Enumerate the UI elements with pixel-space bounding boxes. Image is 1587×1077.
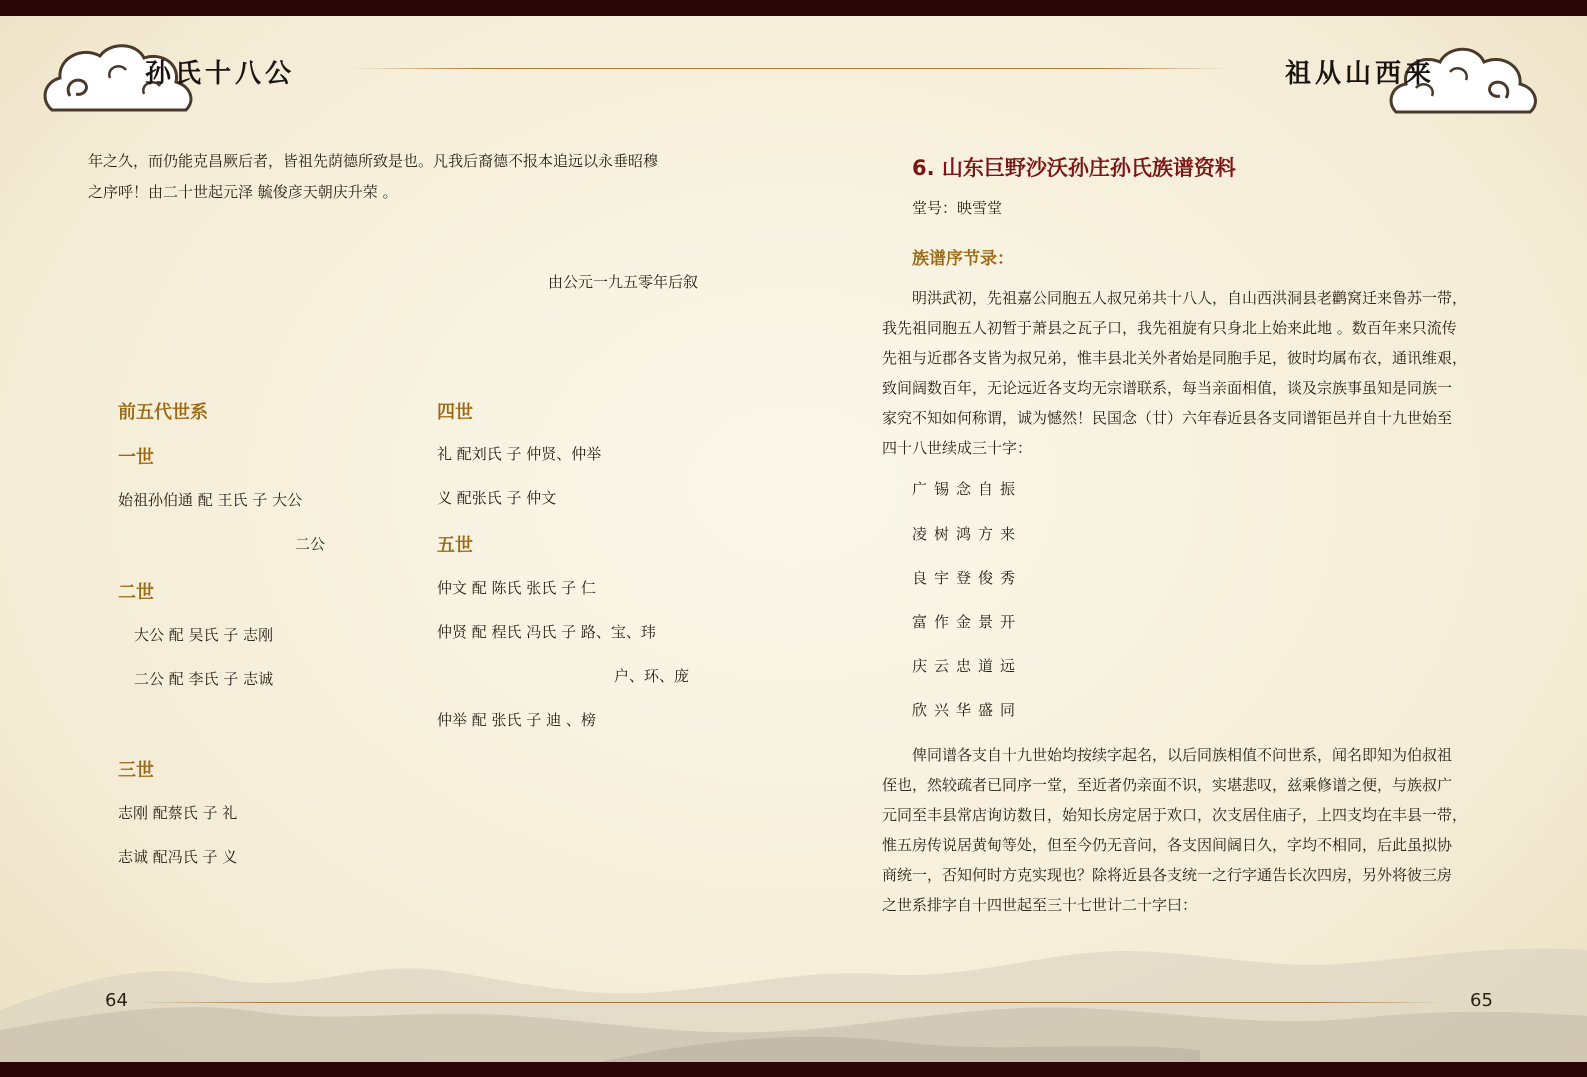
gen3-line-2: 志诚 配冯氏 子 义 (118, 848, 238, 866)
intro-line-1: 年之久，而仍能克昌厥后者，皆祖先荫德所致是也。凡我后裔德不报本追远以永垂昭穆 (88, 152, 659, 170)
poem-line-6: 欣兴华盛同 (912, 701, 1023, 719)
poem-line-4: 富作金景开 (912, 613, 1023, 631)
gen3-line-1: 志刚 配蔡氏 子 礼 (118, 804, 238, 822)
para1-line-4: 致间阔数百年，无论远近各支均无宗谱联系，每当亲面相值，谈及宗族事虽知是同族一 (882, 379, 1453, 397)
header-divider (350, 68, 1230, 69)
poem-line-3: 良宇登俊秀 (912, 569, 1023, 587)
para2-line-5: 商统一，否知何时方克实现也？除将近县各支统一之行字通告长次四房，另外将彼三房 (882, 866, 1453, 884)
section-title: 6. 山东巨野沙沃孙庄孙氏族谱资料 (912, 156, 1236, 180)
para1-line-5: 家究不知如何称谓，诚为憾然！民国念（廿）六年春近县各支同谱钜邑并自十九世始至 (882, 409, 1453, 427)
header-right-title: 祖从山西来 (1285, 59, 1436, 89)
intro-line-2: 之序呼！由二十世起元泽 毓俊彦天朝庆升荣 。 (88, 183, 398, 201)
ink-mountains-icon (0, 900, 1587, 1062)
preface-signature: 由公元一九五零年后叙 (548, 273, 699, 291)
gen2-line-1: 大公 配 吴氏 子 志刚 (134, 626, 274, 644)
para2-line-6: 之世系排字自十四世起至三十七世计二十字曰： (882, 896, 1198, 914)
gen4-line-2: 义 配张氏 子 仲文 (437, 489, 557, 507)
gen5-line-2: 仲贤 配 程氏 冯氏 子 路、宝、玮 (437, 623, 656, 641)
gen1-label: 一世 (118, 447, 154, 468)
gen4-line-1: 礼 配刘氏 子 仲贤、仲举 (437, 445, 602, 463)
gen3-label: 三世 (118, 760, 154, 781)
header-left-title: 孙氏十八公 (145, 59, 296, 89)
para1-line-3: 先祖与近郡各支皆为叔兄弟，惟丰县北关外者始是同胞手足，彼时均属布衣，通讯维艰， (882, 349, 1468, 367)
page-number-right: 65 (1470, 990, 1493, 1011)
preface-label: 族谱序节录： (912, 249, 1014, 269)
poem-line-2: 凌树鸿方来 (912, 525, 1023, 543)
gen2-label: 二世 (118, 582, 154, 603)
para2-line-1: 俾同谱各支自十九世始均按续字起名，以后同族相值不问世系，闻名即知为伯叔祖 (912, 746, 1453, 764)
hall-name: 堂号：映雪堂 (912, 199, 1003, 217)
gen1-line-2: 二公 (295, 535, 326, 553)
para1-line-1: 明洪武初，先祖嘉公同胞五人叔兄弟共十八人，自山西洪洞县老鹳窝迁来鲁苏一带， (912, 289, 1468, 307)
gen5-label: 五世 (437, 535, 473, 556)
footer-divider (135, 1002, 1445, 1003)
gen5-line-3: 户、环、庞 (614, 667, 690, 685)
bottom-band (0, 1062, 1587, 1077)
para2-line-2: 侄也，然较疏者已同序一堂，至近者仍亲面不识，实堪悲叹，兹乘修谱之便，与族叔广 (882, 776, 1453, 794)
para1-line-2: 我先祖同胞五人初暂于萧县之瓦子口，我先祖旋有只身北上始来此地 。数百年来只流传 (882, 319, 1457, 337)
para2-line-3: 元同至丰县常店询访数日，始知长房定居于欢口，次支居住庙子，上四支均在丰县一带， (882, 806, 1468, 824)
page-number-left: 64 (105, 990, 128, 1011)
gen5-line-4: 仲举 配 张氏 子 迪 、榜 (437, 711, 596, 729)
para2-line-4: 惟五房传说居黄甸等处，但至今仍无音问，各支因间阔日久，字均不相同，后此虽拟协 (882, 836, 1453, 854)
lineage-heading: 前五代世系 (118, 402, 208, 423)
gen2-line-2: 二公 配 李氏 子 志诚 (134, 670, 274, 688)
poem-line-1: 广锡念自振 (912, 480, 1023, 498)
poem-line-5: 庆云忠道远 (912, 657, 1023, 675)
gen1-line-1: 始祖孙伯通 配 王氏 子 大公 (118, 491, 303, 509)
gen4-label: 四世 (437, 402, 473, 423)
para1-line-6: 四十八世续成三十字： (882, 439, 1033, 457)
gen5-line-1: 仲文 配 陈氏 张氏 子 仁 (437, 579, 596, 597)
top-band (0, 0, 1587, 16)
